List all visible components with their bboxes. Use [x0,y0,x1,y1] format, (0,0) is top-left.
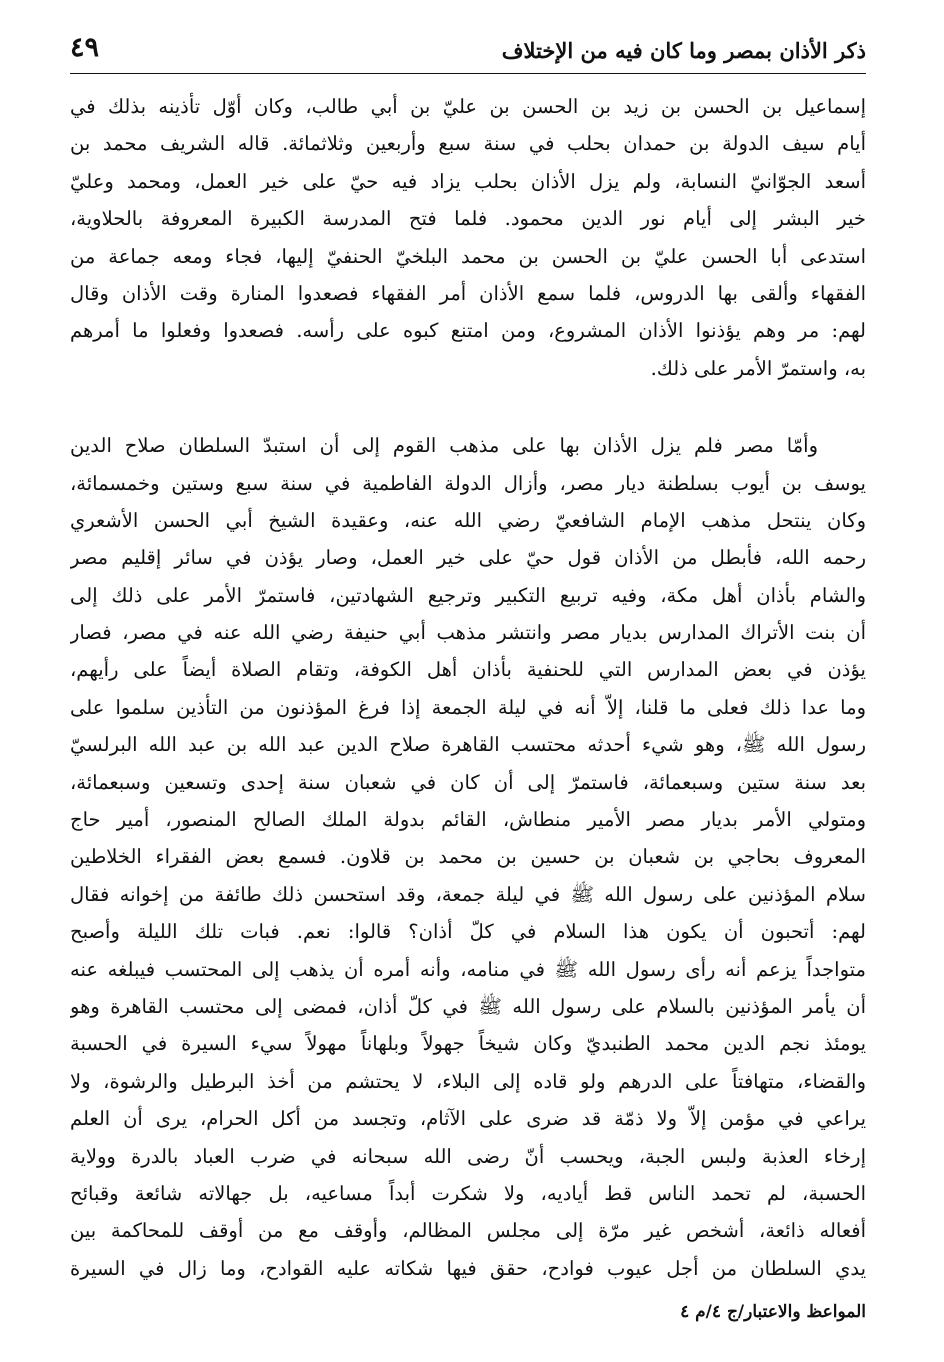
text-line: يوسف بن أيوب بسلطنة ديار مصر، وأزال الدولة الفاطمية في سنة سبع وستين وخمسمائة، [70,471,866,495]
text-line: أن يأمر المؤذنين بالسلام على رسول الله ﷺ في كلّ أذان، فمضى إلى محتسب القاهرة وهو [70,994,866,1018]
text-line: أيام سيف الدولة بن حمدان بحلب في سنة سبع وأربعين وثلاثمائة. قاله الشريف محمد بن [70,132,866,156]
text-line: يومئذ نجم الدين محمد الطنبديّ وكان شيخاً جهولاً وبلهاناً مهولاً سيء السيرة في الحسبة [70,1032,866,1056]
text-line: متواجداً يزعم أنه رأى رسول الله ﷺ في منامه، وأنه أمره أن يذهب إلى المحتسب فيبلغه عنه [70,957,866,981]
printer-signature: المواعظ والاعتبار/ج ٤/م ٤ [680,1302,866,1322]
text-line: الحسبة، لم تحمد الناس قط أياديه، ولا شكرت أبداً مساعيه، بل جهالاته شائعة وقبائح [70,1181,866,1205]
text-line: يراعي في مؤمن إلاّ ولا ذمّة قد ضرى على الآثام، وتجسد من أكل الحرام، يرى أن العلم [70,1107,866,1131]
text-line: والقضاء، متهافتاً على الدرهم ولو قاده إلى البلاء، لا يحتشم من أخذ البرطيل والرشوة، ولا [70,1069,866,1093]
text-line: وكان ينتحل مذهب الإمام الشافعيّ رضي الله عنه، وعقيدة الشيخ أبي الحسن الأشعري [70,508,866,532]
text-line: رسول الله ﷺ، وهو شيء أحدثه محتسب القاهرة صلاح الدين عبد الله بن عبد الله البرلسيّ [70,733,866,757]
text-line: لهم: أتحبون أن يكون هذا السلام في كلّ أذان؟ قالوا: نعم. فبات تلك الليلة وأصبح [70,920,866,944]
text-line: إسماعيل بن الحسن بن زيد بن الحسن بن عليّ بن أبي طالب، وكان أوّل تأذينه بذلك في [70,95,866,118]
text-line: رحمه الله، فأبطل من الأذان قول حيّ على خير العمل، وصار يؤذن في سائر إقليم مصر [70,546,866,570]
text-line: خير البشر إلى أيام نور الدين محمود. فلما فتح المدرسة الكبيرة المعروفة بالحلاوية، [70,207,866,231]
text-line: بعد سنة ستين وسبعمائة، فاستمرّ إلى أن كان في شعبان سنة إحدى وتسعين وسبعمائة، [70,770,866,794]
text-line: المعروف بحاجي بن شعبان بن حسين بن محمد بن قلاون. فسمع بعض الفقراء الخلاطين [70,845,866,869]
text-line: لهم: مر وهم يؤذنوا الأذان المشروع، ومن امتنع كبوه على رأسه. فصعدوا وفعلوا ما أمرهم [70,319,866,343]
paragraph-gap [70,387,866,427]
running-title: ذكر الأذان بمصر وما كان فيه من الإختلاف [501,38,866,63]
text-line: سلام المؤذنين على رسول الله ﷺ في ليلة جمعة، وقد استحسن ذلك طائفة من إخوانه فقال [70,882,866,906]
text-line: به، واستمرّ الأمر على ذلك. [650,356,866,380]
paragraph-1 [70,88,866,387]
header-rule [70,73,866,74]
body-text [70,88,866,1287]
text-line: استدعى أبا الحسن عليّ بن الحسن بن محمد البلخيّ الحنفيّ إليها، فجاء ومعه جماعة من [70,244,866,268]
page-number: ٤٩ [70,32,100,63]
text-line: أسعد الجوّانيّ النسابة، ولم يزل الأذان بحلب يزاد فيه حيّ على خير العمل، ومحمد وعليّ [70,169,866,193]
text-line: وما عدا ذلك فعلى ما قلنا، إلاّ أنه في ليلة الجمعة إذا فرغ المؤذنون من التأذين سلموا على [70,695,866,719]
text-line: ومتولي الأمر بديار مصر الأمير منطاش، القائم بدولة الملك الصالح المنصور، أمير حاج [70,808,866,832]
text-line: أفعاله ذائعة، أشخص غير مرّة إلى مجلس المظالم، وأوقف مع من أوقف للمحاكمة بين [70,1219,866,1243]
text-line: إرخاء العذبة ولبس الجبة، ويحسب أنّ رضى الله سبحانه في ضرب العباد بالدرة وولاية [70,1144,866,1168]
text-line: الفقهاء وألقى بها الدروس، فلما سمع الأذان أمر الفقهاء فصعدوا المنارة وقت الأذان وقال [70,281,866,305]
text-line: يدي السلطان من أجل عيوب فوادح، حقق فيها شكاته عليه القوادح، وما زال في السيرة [70,1256,866,1280]
text-line: يؤذن في بعض المدارس التي للحنفية بأذان أهل الكوفة، وتقام الصلاة أيضاً على رأيهم، [70,658,866,682]
text-line: أن بنت الأتراك المدارس بديار مصر وانتشر مذهب أبي حنيفة رضي الله عنه في مصر، فصار [70,621,866,645]
text-line: والشام بأذان أهل مكة، وفيه تربيع التكبير وترجيع الشهادتين، فاستمرّ الأمر على ذلك إلى [70,583,866,607]
text-line: وأمّا مصر فلم يزل الأذان بها على مذهب القوم إلى أن استبدّ السلطان صلاح الدين [70,434,818,458]
paragraph-2 [70,427,866,1287]
page-header [70,28,866,74]
